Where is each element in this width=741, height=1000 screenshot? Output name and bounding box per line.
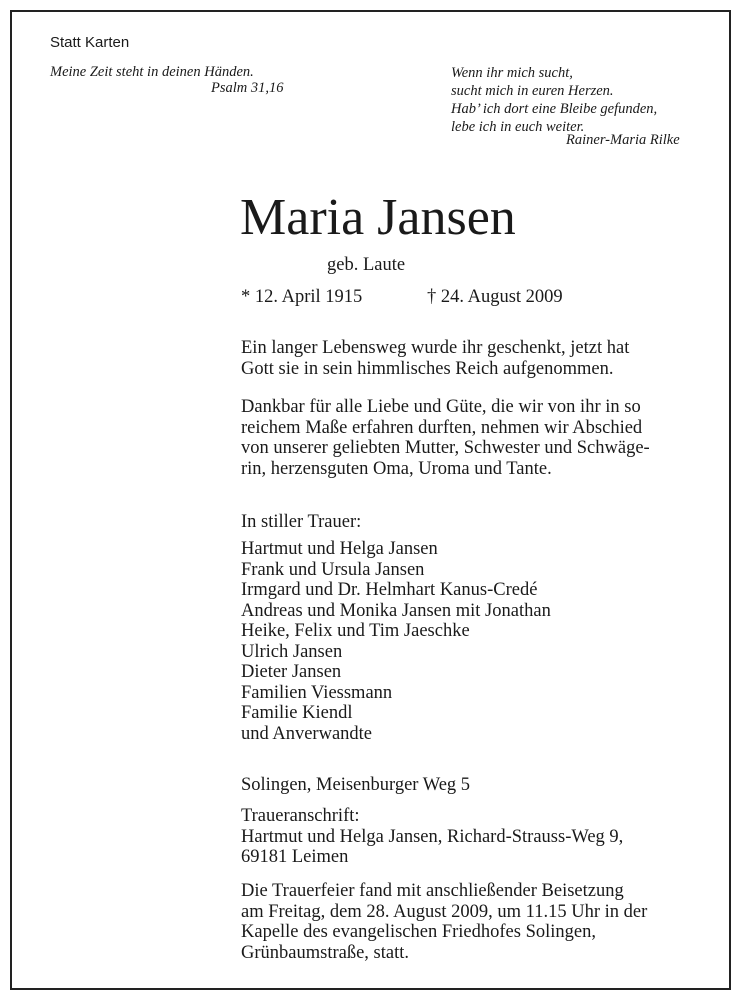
location: Solingen, Meisenburger Weg 5	[241, 775, 471, 795]
paragraph-line: Ein langer Lebensweg wurde ihr geschenkt, jetzt hat	[241, 338, 630, 358]
paragraph-line: von unserer geliebten Mutter, Schwester und Schwäge-	[241, 438, 650, 458]
psalm-quote: Meine Zeit steht in deinen Händen.	[50, 64, 254, 80]
address-label: Traueranschrift:	[241, 806, 360, 826]
paragraph-line: rin, herzensguten Oma, Uroma und Tante.	[241, 458, 552, 479]
maiden-name: geb. Laute	[327, 255, 406, 275]
rilke-quote-line: sucht mich in euren Herzen.	[451, 83, 614, 99]
mourner-name: Irmgard und Dr. Helmhart Kanus-Credé	[241, 580, 538, 600]
paragraph-line: Dankbar für alle Liebe und Güte, die wir von ihr in so	[241, 397, 641, 417]
thanks-paragraph	[241, 397, 701, 479]
funeral-paragraph	[241, 881, 701, 963]
mourner-name: Dieter Jansen	[241, 662, 342, 682]
death-date: † 24. August 2009	[427, 287, 563, 307]
address-line: Hartmut und Helga Jansen, Richard-Strauss-Weg 9,	[241, 826, 624, 847]
mourner-name: Familien Viessmann	[241, 682, 393, 703]
mourner-name: Familie Kiendl	[241, 703, 353, 723]
rilke-quote-line: Hab’ ich dort eine Bleibe gefunden,	[451, 101, 658, 117]
mourner-name: Frank und Ursula Jansen	[241, 559, 425, 580]
rilke-author: Rainer-Maria Rilke	[566, 132, 680, 148]
mourner-name: Ulrich Jansen	[241, 641, 343, 662]
mourners-list	[241, 539, 701, 744]
address-line: 69181 Leimen	[241, 847, 349, 867]
paragraph-line: Grünbaumstraße, statt.	[241, 942, 409, 963]
mourning-address	[241, 806, 701, 868]
statt-karten-label: Statt Karten	[50, 34, 130, 51]
rilke-quote-line: lebe ich in euch weiter.	[451, 119, 585, 135]
paragraph-line: Kapelle des evangelischen Friedhofes Solingen,	[241, 922, 596, 942]
mourner-name: Heike, Felix und Tim Jaeschke	[241, 621, 470, 641]
rilke-quote	[451, 64, 657, 136]
intro-paragraph	[241, 338, 701, 379]
rilke-quote-line: Wenn ihr mich sucht,	[451, 65, 573, 81]
paragraph-line: Gott sie in sein himmlisches Reich aufgenommen.	[241, 358, 614, 379]
paragraph-line: reichem Maße erfahren durften, nehmen wir Abschied	[241, 417, 643, 438]
mourner-name: Hartmut und Helga Jansen	[241, 539, 438, 559]
paragraph-line: Die Trauerfeier fand mit anschließender Beisetzung	[241, 881, 624, 901]
psalm-source: Psalm 31,16	[211, 80, 284, 96]
birth-date: * 12. April 1915	[241, 287, 363, 307]
mourner-name: und Anverwandte	[241, 723, 373, 744]
deceased-name: Maria Jansen	[240, 189, 516, 246]
paragraph-line: am Freitag, dem 28. August 2009, um 11.15 Uhr in der	[241, 901, 648, 922]
mourner-name: Andreas und Monika Jansen mit Jonathan	[241, 600, 551, 621]
mourners-heading: In stiller Trauer:	[241, 512, 362, 532]
